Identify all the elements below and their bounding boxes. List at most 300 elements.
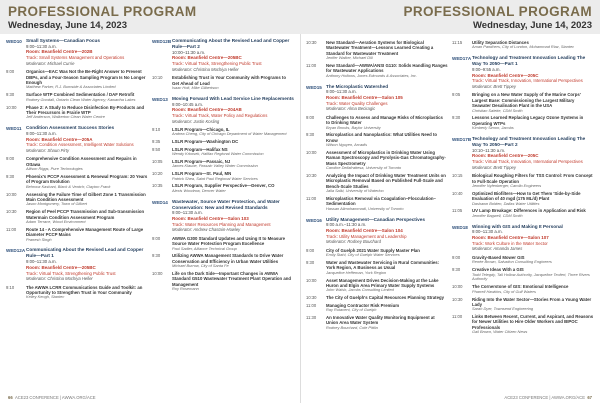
presentation-time: 9:00: [6, 156, 15, 162]
session-header: [152, 96, 294, 125]
presentation-time: 9:10: [152, 127, 161, 133]
session-block: [452, 55, 594, 131]
presentation-body: [472, 314, 594, 335]
session-code: WED15: [306, 84, 322, 90]
presentation-author: Allison Riggs, Pure Technologies: [26, 166, 83, 172]
presentation-item: [306, 303, 448, 313]
presentation-item: [6, 192, 148, 208]
presentation-item: [306, 132, 448, 148]
presentation-author: Jason Montgomery, Town of Gilbert: [26, 201, 87, 207]
presentation-item: [306, 248, 448, 258]
presentation-item: [152, 271, 294, 292]
session-block: [452, 224, 594, 335]
presentation-title: Utilizing AWWA Management Standards to Drive Water Conservation and Efficiency in Urban Water Utilities: [172, 253, 284, 264]
session-time: 9:00 a.m.–11:30 a.m.: [326, 222, 367, 228]
presentation-author: Kimberly Simon, Jacobs: [472, 125, 514, 131]
session-code: WED17B: [452, 136, 472, 142]
footer-text: ACE23 CONFERENCE | AWWA.ORG/ACE: [504, 395, 585, 400]
presentation-author: Jennifer Nyfenberger, Carollo Engineers: [472, 182, 542, 188]
session-body: [326, 217, 448, 246]
session-body: [326, 84, 448, 113]
presentation-title: New Standard—AWWA/ANSI G110: Solids Handling Ranges for Wastewater Applications: [326, 62, 448, 74]
presentation-author: Hassan Alimohammadi, University of Toronto: [326, 205, 404, 211]
program-title: PROFESSIONAL PROGRAM: [403, 4, 592, 19]
presentation-item: [6, 209, 148, 225]
session-track: Track: Utility Management and Leadership: [326, 233, 407, 239]
session-code: WED12B: [152, 39, 172, 44]
session-moderator: Moderator: Andrew Chastain-Howley: [172, 227, 241, 233]
presentation-item: [306, 295, 448, 300]
page-header: [0, 0, 300, 34]
session-room: Room: Beanfield Centre—Salon 107: [472, 235, 549, 241]
presentation-title: Assessing the Failure Time of Gilbert Zone 1 Transmission Main Condition Assessment: [26, 191, 146, 202]
session-room: Room: Beanfield Centre—205BC: [26, 264, 96, 270]
session-time: 9:00–11:30 a.m.: [472, 229, 503, 235]
presentation-author: Adam Terrace, Wood Environment: [26, 218, 86, 224]
presentation-body: [326, 173, 448, 194]
presentation-body: [472, 92, 594, 113]
presentation-item: [152, 183, 294, 193]
presentation-time: 9:30: [306, 132, 315, 138]
presentation-body: [472, 297, 594, 313]
session-room: Room: Beanfield Centre—Salon 104: [326, 228, 403, 234]
session-code: WED17A: [452, 56, 472, 62]
presentation-item: [306, 115, 448, 131]
session-room: Room: Beanfield Centre—Salon 103: [172, 215, 249, 221]
presentation-item: [6, 69, 148, 90]
session-title: The Microplastic Watershed: [326, 83, 389, 89]
presentation-time: 9:05: [452, 92, 461, 98]
session-moderator: Moderator: Amanda James: [472, 246, 523, 252]
presentation-author: Jalla Salki, University of Waterloo: [326, 188, 384, 194]
presentation-author: Ray Rutaneni, City of Guelph: [326, 307, 377, 313]
presentation-body: [326, 132, 448, 148]
session-code: WED18: [452, 224, 468, 230]
presentation-time: 10:10: [152, 75, 163, 81]
right-page: [300, 0, 600, 403]
presentation-item: [306, 150, 448, 171]
presentation-body: [26, 105, 148, 121]
presentation-title: LSLR Program—Chicago, IL: [172, 127, 230, 133]
presentation-body: [172, 253, 294, 269]
session-block: [306, 40, 448, 79]
presentation-body: [172, 127, 294, 137]
presentation-body: [472, 173, 594, 189]
presentation-time: 11:05: [452, 208, 463, 214]
presentation-title: New Standard—Aeration Systems for Biological Wastewater Treatment—Lessons Learned Creating a Standard for Wastewater Treatment: [326, 40, 434, 56]
presentation-author: Alexis Woodrow, Denver Water: [172, 187, 226, 193]
presentation-author: Renée Brown, Salvation Consulting Engineers: [472, 259, 552, 265]
presentation-body: [472, 40, 594, 50]
presentation-time: 10:00: [6, 104, 17, 110]
presentation-item: [6, 174, 148, 190]
page-footer: [504, 395, 592, 400]
session-header: [452, 224, 594, 253]
presentation-title: An Innovative Water Quality Monitoring Equipment at Union Area Water System: [326, 314, 435, 326]
presentation-title: Assessment of Microplastics in Drinking Water Using Raman Spectroscopy and Pyrolysis-Gas Chromatography-Mass Spectrometry: [326, 150, 446, 166]
session-header: [452, 136, 594, 171]
presentation-title: Creative Ideas With a GIS: [472, 267, 524, 273]
presentation-body: [472, 115, 594, 131]
session-title: Small Systems—Canadian Focus: [26, 38, 100, 43]
session-block: [452, 136, 594, 219]
session-track: Track: Water Resources Planning and Management: [172, 221, 271, 227]
session-time: 9:00–11:30 a.m.: [26, 43, 57, 49]
presentation-time: 9:00: [6, 69, 15, 75]
session-body: [26, 38, 148, 67]
session-block: [6, 125, 148, 242]
presentation-title: Riding Into the Water Sector—Stories From a Young Water Lady: [472, 296, 592, 307]
presentation-author: Jeff Anderson, Walkerton Clean Water Centre: [26, 114, 105, 120]
program-title: PROFESSIONAL PROGRAM: [8, 4, 197, 19]
presentation-title: Establishing Trust in Your Community with Programs to Get Ahead of Lead: [172, 75, 286, 86]
session-time: 10:00–11:30 a.m.: [172, 49, 206, 55]
presentation-author: John Walsh, Jacobs Consulting Limited: [326, 287, 394, 293]
presentation-time: 11:00: [306, 195, 317, 201]
presentation-body: [326, 295, 448, 300]
program-date: Wednesday, June 14, 2023: [473, 20, 592, 31]
session-header: [306, 217, 448, 246]
session-track: Track: Water Quality Challenges: [326, 100, 388, 106]
presentation-title: The Cornerstone of GIS: Emotional Intelligence: [472, 284, 569, 290]
presentation-body: [172, 75, 294, 91]
presentation-item: [152, 147, 294, 157]
session-block: [152, 199, 294, 292]
session-header: [152, 38, 294, 73]
presentation-body: [472, 208, 594, 218]
presentation-item: [152, 127, 294, 137]
session-moderator: Moderator: Alma Beciragic: [326, 106, 376, 112]
presentation-title: UV Lamp Breakage: Differences in Application and Risk: [472, 208, 586, 214]
session-time: 9:00–11:30 a.m.: [172, 210, 203, 216]
presentation-author: Roy Rosemann: [172, 286, 199, 292]
presentation-body: [326, 260, 448, 276]
presentation-time: 10:05: [152, 158, 163, 164]
session-code: WED13: [152, 96, 168, 102]
presentation-author: Andrea Cheng, City of Chicago Department of Water Management: [172, 131, 287, 137]
session-room: Room: Beanfield Centre—205A: [26, 136, 93, 142]
presentation-body: [26, 69, 148, 90]
session-code: WED10: [6, 39, 22, 44]
presentation-item: [452, 191, 594, 207]
presentation-body: [172, 171, 294, 181]
presentation-item: [6, 227, 148, 243]
session-title: Communicating About the Revised Lead and Copper Rule—Part 2: [172, 38, 290, 49]
presentation-author: James Klaube, Passaic Valley Water Commission: [172, 163, 258, 169]
presentation-title: Lessons Learned Replacing Legacy Ozone Systems in Operating WTPs: [472, 115, 584, 126]
presentation-title: Organics—EAC Was Not the Be-Right Answer to Prevent DBPs, and a Four-Season Sampling Program Is No Longer Enough: [26, 69, 146, 86]
presentation-body: [26, 285, 148, 301]
presentation-time: 9:50: [152, 146, 161, 152]
presentation-title: Gravity-Based Mower GIS: [472, 254, 525, 260]
presentation-title: The City of Guelph's Capital Resources Planning Strategy: [326, 295, 445, 301]
page-footer: [8, 395, 96, 400]
program-date: Wednesday, June 14, 2023: [8, 20, 127, 31]
session-header: [6, 38, 148, 67]
presentation-author: Jacqueline Heffernan, York Region: [326, 269, 387, 275]
presentation-time: 9:10: [6, 284, 15, 290]
session-title: Utility Management—Canadian Perspectives: [326, 216, 425, 222]
session-body: [472, 224, 594, 253]
presentation-time: 9:30: [452, 267, 461, 273]
presentation-author: Wilson Nguyen, Arcadis: [326, 142, 368, 148]
presentation-time: 10:30: [306, 40, 317, 45]
presentation-time: 10:35: [152, 183, 163, 189]
presentation-title: LSLR Program, Supplier Perspective—Denver, CO: [172, 183, 275, 189]
presentation-title: Surface WTP Combined Sedimentation / DAF Retrofit: [26, 92, 135, 98]
session-track: Track: Virtual Track, Strengthening Public Trust: [26, 270, 116, 276]
session-track: Track: Virtual Track, Strengthening Public Trust: [172, 61, 262, 67]
program-column: [306, 38, 448, 389]
presentation-author: Pranesh Singh: [26, 236, 52, 242]
presentation-time: 11:00: [306, 302, 317, 308]
session-code: WED14: [152, 199, 168, 205]
presentation-time: 10:30: [452, 296, 463, 302]
session-body: [472, 55, 594, 90]
session-title: Moving Forward With Lead Service Line Replacements: [172, 95, 294, 101]
session-track: Track: Virtual Track, Water Policy and Regulations: [172, 113, 268, 119]
presentation-item: [306, 173, 448, 194]
session-moderator: Moderator: Brett Tippey: [472, 83, 516, 89]
presentation-author: Gail Brown, Water Citizen News: [472, 329, 528, 335]
presentation-item: [6, 92, 148, 102]
presentation-item: [306, 40, 448, 61]
program-column: [152, 38, 294, 389]
presentation-item: [152, 159, 294, 169]
session-header: [6, 125, 148, 154]
presentation-item: [152, 75, 294, 91]
presentation-title: Life on the Dark Side—Important Changes in AWWA Standard G510 Wastewater Treatment Plant Operation and Management: [172, 271, 291, 287]
session-block: [152, 96, 294, 194]
presentation-title: Microplastics and Nanoplastics: What Utilities Need to Know: [326, 132, 438, 143]
presentation-author: Anthony Hollows, Jones Edmunds & Associates, Inc.: [326, 72, 417, 78]
presentation-author: Sarah Dyer, Townsend Engineering: [472, 306, 534, 312]
presentation-item: [152, 171, 294, 181]
session-body: [172, 199, 294, 234]
session-room: Room: Beanfield Centre—205C: [472, 72, 539, 78]
session-title: Wastewater, Source Water Protection, and Water Conservation: New and Revised Standards: [172, 198, 280, 210]
presentation-time: 10:20: [152, 171, 163, 177]
session-title: Communicating About the Revised Lead and Copper Rule—Part 1: [26, 247, 144, 259]
presentation-time: 10:00: [306, 150, 317, 156]
presentation-body: [326, 150, 448, 171]
presentation-time: 11:30: [306, 314, 317, 320]
presentation-body: [326, 315, 448, 331]
presentation-body: [472, 255, 594, 265]
presentation-time: 9:00: [306, 247, 315, 253]
session-title: Condition Assessment Success Stories: [26, 125, 115, 131]
presentation-item: [306, 260, 448, 276]
session-header: [152, 199, 294, 234]
presentation-title: Comprehensive Condition Assessment and Repairs in Ottawa: [26, 156, 137, 167]
presentation-time: 9:00: [152, 235, 161, 241]
session-header: [6, 247, 148, 282]
presentation-time: 10:30: [306, 173, 317, 179]
session-time: 10:10–11:30 a.m.: [472, 147, 506, 153]
presentation-time: 9:35: [152, 139, 161, 145]
session-code: WED11: [6, 126, 22, 132]
session-moderator: Moderator: Brett Tippey: [472, 164, 516, 170]
presentation-author: Kelley Keogh, Stantec: [26, 294, 65, 300]
presentation-item: [6, 105, 148, 121]
presentation-author: Isaac Holt, Mike Gilbertson: [172, 84, 219, 90]
presentation-body: [26, 192, 148, 208]
presentation-body: [326, 278, 448, 294]
presentation-item: [452, 208, 594, 218]
presentation-item: [6, 156, 148, 172]
session-room: Room: Beanfield Centre—205C: [472, 153, 539, 159]
presentation-item: [306, 196, 448, 212]
program-column: [6, 38, 148, 389]
session-block: [452, 40, 594, 50]
presentation-title: Links Between Recent, Current, and Aspirant, and Reasons for Newer Utilities to Hire Older Workers and BIPOC Professionals: [472, 314, 594, 330]
session-moderator: Moderator: Christina Mochiya Heller: [172, 66, 239, 72]
presentation-author: Dashawn Bolden, Dallas Water Utilities: [472, 200, 540, 206]
session-title: Winning with GIS and Making It Personal: [472, 223, 563, 229]
session-room: Room: Beanfield Centre—Salon 105: [326, 95, 403, 100]
presentation-author: Rodney Bouchard, Cole Pittlin: [326, 324, 378, 330]
presentation-body: [26, 174, 148, 190]
presentation-time: 11:00: [452, 314, 463, 320]
presentation-item: [452, 284, 594, 294]
session-time: 9:00–11:30 a.m.: [26, 259, 57, 265]
session-moderator: Moderator: Rodney Bouchard: [326, 239, 381, 245]
presentation-body: [172, 271, 294, 292]
presentation-body: [326, 40, 448, 61]
presentation-title: Biological Roughing Filters for TSS Control: From Concept to Full-Scale Operation: [472, 173, 593, 184]
session-block: [306, 217, 448, 331]
presentation-title: Bringing on a New Water Supply of the Marine Corps' Largest Base: Commissioning the Largest Military Seawater Desalination Plant in the USA: [472, 92, 581, 109]
presentation-title: AWWA G300 Standard Updates and Using It to Measure Source Water Protection Program Excellence: [172, 235, 286, 247]
session-moderator: Moderator: Michael Currie: [26, 60, 75, 66]
presentation-time: 10:00: [6, 191, 17, 197]
presentation-body: [26, 92, 148, 102]
session-code: WED16: [306, 217, 322, 223]
presentation-author: Christian Salette, CDM Smith: [472, 107, 523, 113]
session-room: Room: Beanfield Centre—205BC: [172, 55, 242, 61]
presentation-item: [306, 63, 448, 79]
session-body: [472, 136, 594, 171]
presentation-author: Caroline Dellafrattesa, University of Toronto: [326, 165, 402, 171]
presentation-body: [326, 196, 448, 212]
session-block: [306, 84, 448, 212]
presentation-body: [26, 209, 148, 225]
presentation-body: [326, 115, 448, 131]
presentation-author: Emily Stahl, City of Guelph Water Services: [326, 252, 400, 258]
presentation-time: 10:15: [452, 173, 463, 179]
presentation-title: LSLR Program—Washington DC: [172, 139, 239, 145]
presentation-time: 9:00: [452, 254, 461, 260]
presentation-body: [172, 183, 294, 193]
presentation-author: Jenifer Walker, Michael Dill: [326, 55, 373, 61]
presentation-title: The AWWA LCRR Communications Guide and Toolkit: an Opportunity to Strengthen Trust in Your Community: [26, 284, 143, 295]
presentation-title: Region of Peel PCCP Transmission and Sub-transmission Watermain Condition Assessment Program: [26, 209, 145, 220]
presentation-item: [152, 253, 294, 269]
session-track: Track: Small Systems Management and Operations: [26, 55, 125, 61]
presentation-time: 11:15: [452, 40, 463, 45]
page-number: 66: [8, 395, 13, 400]
session-title: Technology and Treatment Innovation Leading The Way To 2050—Part 1: [472, 55, 586, 67]
presentation-body: [472, 191, 594, 207]
presentation-time: 10:30: [6, 209, 17, 215]
presentation-time: 9:30: [6, 92, 15, 98]
presentation-item: [306, 278, 448, 294]
presentation-time: 9:30: [452, 115, 461, 121]
presentation-title: Water and Wastewater Servicing in Rural Communities: York Region, A Business as Usual: [326, 260, 440, 271]
presentation-item: [452, 115, 594, 131]
presentation-body: [326, 248, 448, 258]
presentation-title: LSLR Program—Passaic, NJ: [172, 158, 231, 164]
session-code: WED12A: [6, 248, 26, 254]
presentation-title: Microplastics Removal via Coagulation–Flocculation–Sedimentation: [326, 195, 436, 207]
page-header: [300, 0, 600, 34]
presentation-time: 10:00: [152, 271, 163, 277]
presentation-body: [172, 147, 294, 157]
presentation-body: [326, 63, 448, 79]
session-room: Room: Beanfield Centre—202B: [26, 49, 93, 55]
session-header: [452, 55, 594, 90]
session-body: [172, 96, 294, 125]
page-number: 67: [587, 395, 592, 400]
presentation-item: [452, 173, 594, 189]
presentation-item: [452, 255, 594, 265]
presentation-title: Asset Management Drives Decision-Making at the Lake Huron and Elgin Area Primary Water Supply Systems: [326, 277, 439, 289]
session-track: Track: Virtual Track, Innovation, International Perspectives: [472, 159, 583, 165]
presentation-author: Patrick Shea, Saint Paul Regional Water Services: [172, 175, 258, 181]
presentation-item: [452, 267, 594, 282]
session-moderator: Moderator: Justin Kosling: [172, 118, 220, 124]
presentation-title: Analyzing the Impact of Drinking Water Treatment Units on Microplastic Removal Based on Published Full-Scale and Bench-Scale Studies: [326, 173, 446, 189]
presentation-title: Optimized Biofilters—How to Get Them 'Side-by-Side Evaluation of 40 mgd (175 ML/d) Plant: [472, 190, 581, 202]
presentation-author: Bryan Brooks, Baylor University: [326, 124, 381, 130]
presentation-author: Behrooz Kashani, Black & Veatch; Clayton Frank: [26, 183, 111, 189]
presentation-body: [326, 303, 448, 313]
program-column: [452, 38, 594, 389]
presentation-item: [452, 297, 594, 313]
presentation-author: Rodney Goodall, Ontario Clean Water Agency; Kawartha Lakes: [26, 96, 136, 102]
presentation-time: 9:30: [6, 174, 15, 180]
presentation-author: Matthew Parker, R.J. Burnside & Associates Limited: [26, 84, 116, 90]
presentation-title: Route 14 - A Comprehensive Management Route of Large Diameter PCCP Mains: [26, 226, 144, 238]
presentation-item: [306, 315, 448, 331]
presentation-time: 9:00: [306, 114, 315, 120]
presentation-author: Aman Pandhers, City of London, Muhammad Riaz, Stantec: [472, 44, 575, 50]
presentation-time: 10:30: [306, 295, 317, 301]
presentation-body: [472, 267, 594, 282]
session-body: [26, 247, 148, 282]
presentation-time: 10:00: [306, 277, 317, 283]
session-header: [306, 84, 448, 113]
footer-text: ACE23 CONFERENCE | AWWA.ORG/ACE: [15, 395, 96, 400]
presentation-author: Michael Burrow, City of Santa Fe: [172, 263, 229, 269]
presentation-title: Utility Separation Distances: [472, 40, 529, 45]
session-block: [6, 38, 148, 120]
presentation-time: 11:00: [6, 226, 17, 232]
presentation-time: 9:30: [306, 260, 315, 266]
presentation-body: [172, 139, 294, 144]
session-block: [152, 38, 294, 91]
session-body: [26, 125, 148, 154]
presentation-title: Phoenix's PCCP Assessment & Renewal Program: 20 Years of Program Evolution: [26, 174, 148, 185]
presentation-item: [452, 92, 594, 113]
session-block: [6, 247, 148, 300]
presentation-time: 10:40: [452, 190, 463, 196]
presentation-title: Phase 2: A Study to Reduce Disinfection By-Products and Their Precursors in Prairie WTP: [26, 104, 145, 115]
session-time: 9:00–10:45 a.m.: [172, 101, 204, 107]
presentation-title: Managing Contractor Risk Premium: [326, 302, 400, 308]
presentation-title: City of Guelph 2021 Water Supply Master Plan: [326, 247, 420, 253]
presentation-item: [452, 40, 594, 50]
